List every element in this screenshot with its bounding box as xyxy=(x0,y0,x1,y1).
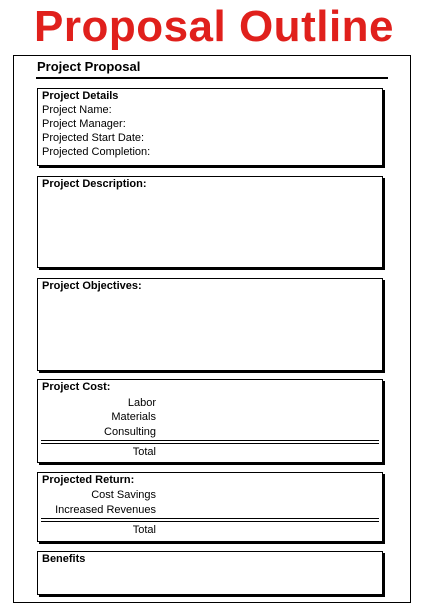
benefits-section xyxy=(37,551,383,595)
title-divider xyxy=(36,77,388,79)
projected-completion-field: Projected Completion: xyxy=(42,146,151,158)
return-total-line: Total xyxy=(132,524,156,536)
project-details-section xyxy=(37,88,383,166)
cost-total-line: Total xyxy=(132,446,156,458)
section-title: Project Objectives: xyxy=(42,280,142,292)
cost-savings-line: Cost Savings xyxy=(91,489,156,501)
section-title: Project Description: xyxy=(42,178,147,190)
increased-revenues-line: Increased Revenues xyxy=(55,504,156,516)
materials-line: Materials xyxy=(111,411,156,423)
project-description-section xyxy=(37,176,383,268)
project-cost-section xyxy=(37,379,383,463)
section-title: Benefits xyxy=(42,553,86,565)
section-title: Project Details xyxy=(42,90,119,102)
proposal-sheet xyxy=(13,55,411,603)
sheet-title: Project Proposal xyxy=(37,59,141,74)
project-objectives-section xyxy=(37,278,383,371)
section-title: Projected Return: xyxy=(42,474,135,486)
total-double-rule xyxy=(41,518,379,522)
projected-return-section xyxy=(37,472,383,542)
total-double-rule xyxy=(41,440,379,444)
project-manager-field: Project Manager: xyxy=(42,118,126,130)
page-banner-title: Proposal Outline xyxy=(33,2,395,51)
labor-line: Labor xyxy=(127,397,156,409)
project-name-field: Project Name: xyxy=(42,104,112,116)
consulting-line: Consulting xyxy=(104,426,156,438)
projected-start-date-field: Projected Start Date: xyxy=(42,132,145,144)
section-title: Project Cost: xyxy=(42,381,111,393)
